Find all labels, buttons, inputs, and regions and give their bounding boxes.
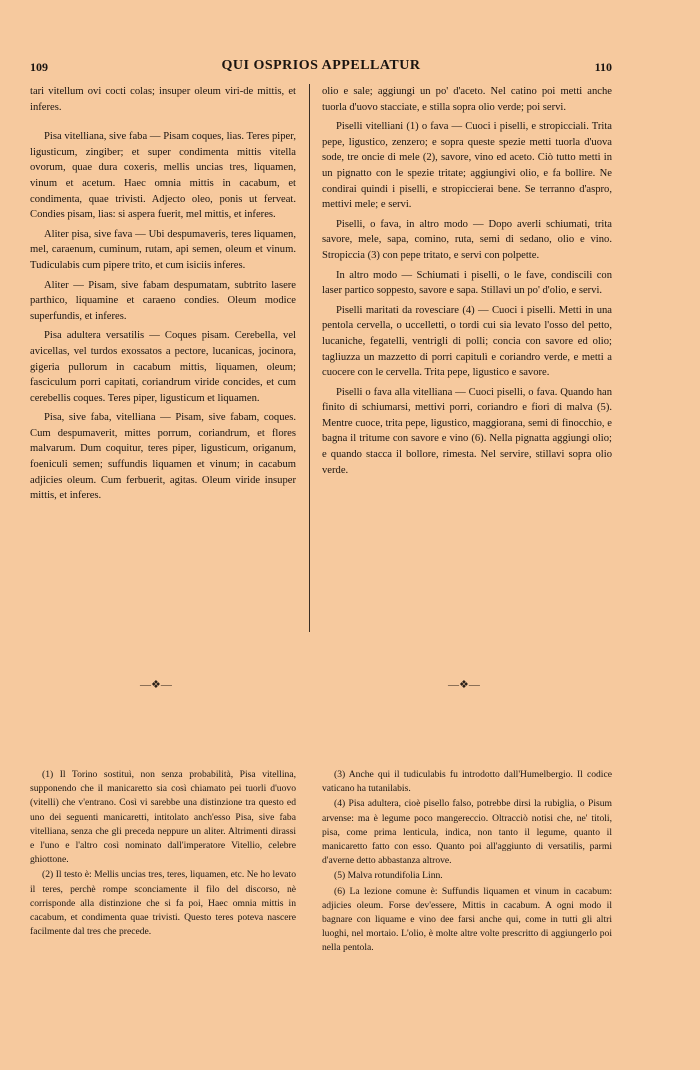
- footnote: (2) Il testo è: Mellis uncias tres, teres, liquamen, etc. Ne ho levato il teres, perchè rompe sconciamente il filo del discorso, nè corrisponde alla distinzione che si fa poi, Haec omnia mittis in cacabum, et condimenta quae trivisti. Questo teres potevа nascere facilmente dal tres che precede.: [30, 869, 296, 938]
- footnote: (5) Malva rotundifolia Linn.: [334, 870, 443, 882]
- italian-paragraph: Piselli, o fava, in altro modo — Dopo averli schiumati, trita savore, mele, sapa, comino, ruta, semi di sedano, olio e vino. Stropiccia (3) con pepe tritato, e servi con polpette.: [322, 218, 612, 261]
- italian-paragraph: In altro modo — Schiumati i piselli, o le fave, condiscili con laser partico soppesto, savore e sapa. Stillavi un po' d'olio, e servi.: [322, 269, 612, 297]
- italian-paragraph: Piselli vitelliani (1) o fava — Cuoci i piselli, e stropicciali. Trita pepe, ligustico, zenzero; e sopra queste spezie metti tuorla d'uova sode, tre oncie di mele (2), savore, vino ed aceto. Ciò tutto metti in un pignatto con le spezie tritate; aggiungivi olio, e fa bollire. Ne condirai quindi i piselli, e stropiccierai bene. Se terranno d'aspro, mettivi mele; e servi.: [322, 121, 612, 211]
- italian-paragraph: Piselli maritati da rovesciare (4) — Cuoci i piselli. Metti in una pentola cervella, o uccelletti, o tordi cui sia levato l'osso del petto, lucaniche, fegatelli, ventrigli di polli; concia con savore ed olio; tagliuzza un mazzetto di porri capitulì e coriandro verde, e metti a cuocere con le cervella. Trita pepe, ligustico e savore.: [322, 304, 612, 379]
- latin-paragraph: Aliter pisa, sive fava — Ubi despumaveris, teres liquamen, mel, caraenum, cuminum, rutam, api semen, oleum et vinum. Tudiculabis cum pipere trito, et cum isiciis inferes.: [30, 228, 296, 271]
- latin-paragraph: Pisa vitelliana, sive faba — Pisam coques, lias. Teres piper, ligusticum, zingiber; et super condimenta mittis vitella ovorum, quae dura coxeris, mellis uncias tres, liquamen, vinum et acetum. Haec omnia mittis in cacabum, et condimenta, quae trivisti. Adjecto oleo, ponis ut ferveat. Condies pisam, lias: si aspera fuerit, mel mittis, et inferes.: [30, 131, 296, 221]
- footnote: (4) Pisa adultera, cioè pisello falso, potrebbe dirsi la rubiglia, o Pisum arvense: ma è legume poco mangereccio. Oltracciò notisi che, ne' titoli, pisa, come prima lenticula, indica, non tanto il legume, quanto il manicaretto fatto con esso. Quanto poi all'aggiunto di versatilis, parmi d'averne detto abbastanza altrove.: [322, 798, 612, 867]
- footnote: (3) Anche qui il tudiculabis fu introdotto dall'Humelbergio. Il codice vaticano ha tutanilabis.: [322, 769, 612, 795]
- ornament-right: —❖—: [448, 679, 480, 691]
- page-number-right: 110: [594, 60, 612, 74]
- footnotes-left: [30, 768, 296, 940]
- footnote: (6) La lezione comune è: Suffundis liquamen et vinum in cacabum: adjicies oleum. Forse dev'essere, Mittis in cacabum. A ogni modo il bagnare con liquame e vino dee farsi anche qui, come in tutti gli altri luoghi, nel mortaio. L'olio, è molte altre volte prescritto di aggiungerlo poi nella pentola.: [322, 885, 612, 954]
- italian-paragraph: Piselli o fava alla vitelliana — Cuoci piselli, o fava. Quando han finito di schiumarsi, mettivi porri, coriandro e fiori di malva (5). Mentre cuoce, trita pepe, ligustico, maggiorana, semi di finocchio, e bagna il tritume con savore e vino (6). Nella pignatta aggiungi olio; e quando stacca il bollore, rimesta. Nel servire, stillavi sopra olio verde.: [322, 386, 612, 476]
- latin-paragraph: tari vitellum ovi cocti colas; insuper oleum viri-de mittis, et inferes.: [30, 86, 296, 113]
- latin-paragraph: Pisa adultera versatilis — Coques pisam. Cerebella, vel avicellas, vel turdos exossatos a pectore, lucanicas, jocinora, gigeria pullorum in cacabum mittis, liquamen, oleum; fasciculum porri capitati, coriandrum viride concides, et cum cerebellis coques. Teres piper, ligusticum et liquamen.: [30, 330, 296, 404]
- footnote: (1) Il Torino sostituì, non senza probabilità, Pisa vitellina, supponendo che il manicaretto sia così chiamato pei tuorli d'uovo (vitelli) che v'entrano. Così vi sarebbe una distinzione tra questo ed uno dei seguenti manicaretti, intitolato anch'esso Pisa, sive faba vitelliana, senza che gli preceda neppure un aliter. Altrimenti dirassi e l'uno e l'altro così nominato dall'imperatore Vitellio, celebre ghiottone.: [30, 769, 296, 866]
- latin-paragraph: Pisa, sive faba, vitelliana — Pisam, sive fabam, coques. Cum despumaverit, mittes porrum, coriandrum, et flores malvarum. Dum coquitur, teres piper, ligusticum, origanum, foeniculi semen; suffundis liquamen et vinum; in cacabum adjicies oleum. Cum ferbuerit, agitas. Oleum viride insuper mittis, et inferes.: [30, 412, 296, 502]
- italian-column: [322, 84, 612, 482]
- italian-paragraph: olio e sale; aggiungi un po' d'aceto. Nel catino poi metti anche tuorla d'uovo stacciate, e stilla sopra olio verde; poi servi.: [322, 86, 612, 113]
- column-divider: [309, 84, 310, 632]
- running-title: QUI OSPRIOS APPELLATUR: [221, 58, 421, 73]
- running-header: [30, 58, 612, 78]
- latin-paragraph: Aliter — Pisam, sive fabam despumatam, subtrito lasere parthico, liquamine et caraeno condies. Oleum modice superfundis, et inferes.: [30, 279, 296, 322]
- latin-column: [30, 84, 296, 508]
- ornament-left: —❖—: [140, 679, 172, 691]
- footnotes-right: [322, 768, 612, 957]
- page-number-left: 109: [30, 60, 48, 74]
